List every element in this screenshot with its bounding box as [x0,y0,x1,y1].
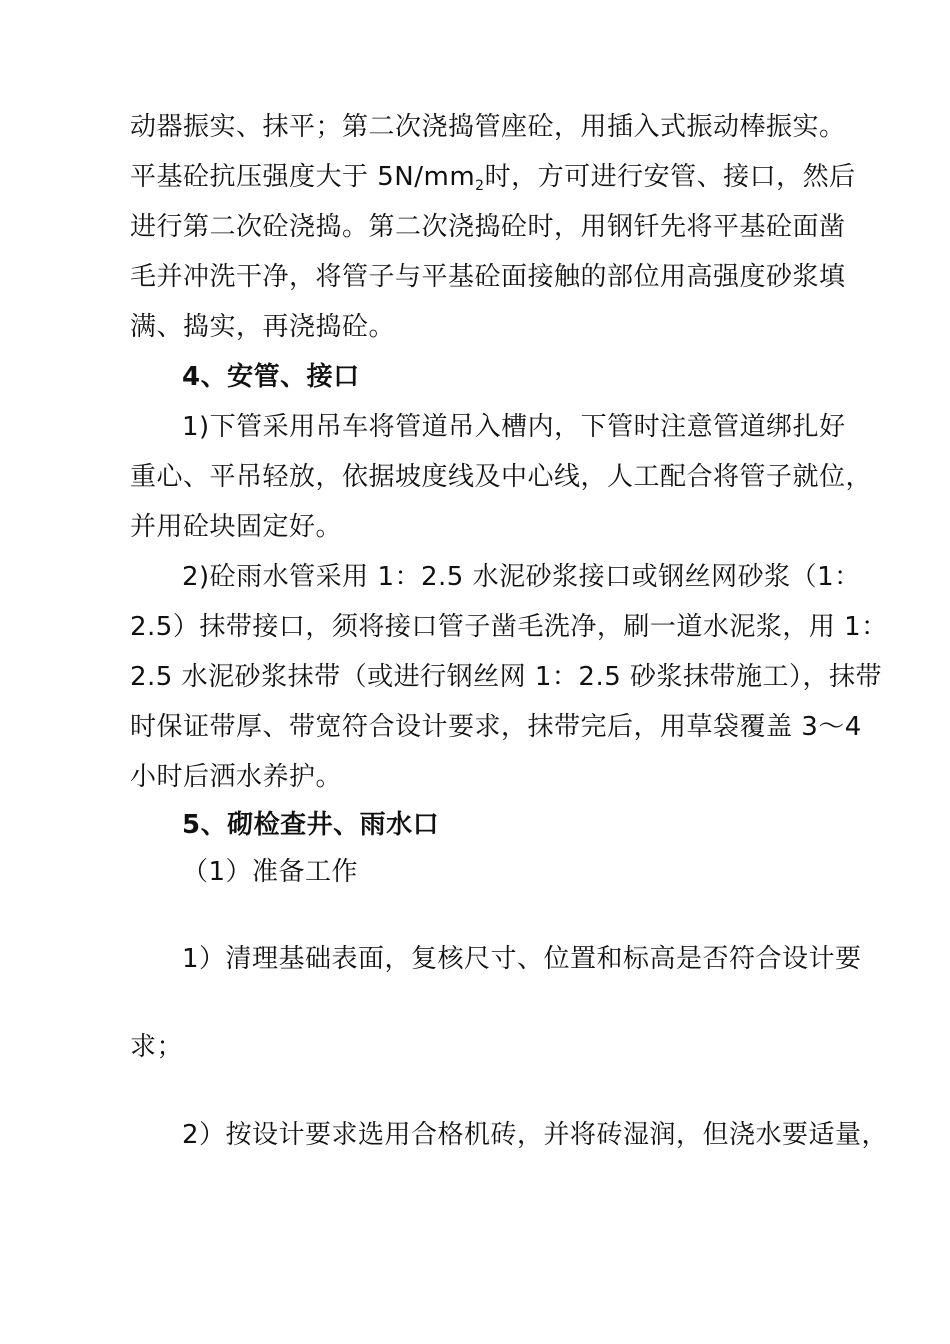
paragraph-line: 1）清理基础表面，复核尺寸、位置和标高是否符合设计要 [182,944,862,974]
paragraph-line: 2.5）抹带接口，须将接口管子凿毛洗净，刷一道水泥浆，用 1： [130,612,888,642]
paragraph-line: 2）按设计要求选用合格机砖，并将砖湿润，但浇水要适量， [182,1120,889,1150]
section-heading: 4、安管、接口 [182,362,360,392]
paragraph-line: 动器振实、抹平；第二次浇捣管座砼，用插入式振动棒振实。 [130,112,846,142]
paragraph-line: 进行第二次砼浇捣。第二次浇捣砼时，用钢钎先将平基砼面凿 [130,212,846,242]
paragraph-line: 1)下管采用吊车将管道吊入槽内，下管时注意管道绑扎好 [182,412,846,442]
paragraph-line: 2)砼雨水管采用 1：2.5 水泥砂浆接口或钢丝网砂浆（1： [182,562,861,592]
paragraph-line: 毛并冲洗干净，将管子与平基砼面接触的部位用高强度砂浆填 [130,262,846,292]
paragraph-line [130,160,856,203]
paragraph-line: 并用砼块固定好。 [130,512,343,542]
paragraph-line: 求； [130,1032,184,1062]
text-segment: 时，方可进行安管、接口，然后 [484,162,856,192]
section-heading: 5、砌检查井、雨水口 [182,810,440,840]
paragraph-line: 小时后洒水养护。 [130,762,343,792]
paragraph-line: 满、捣实，再浇捣砼。 [130,312,396,342]
paragraph-line: 重心、平吊轻放，依据坡度线及中心线，人工配合将管子就位， [130,462,873,492]
paragraph-line: 2.5 水泥砂浆抹带（或进行钢丝网 1：2.5 砂浆抹带施工），抹带 [130,662,883,692]
sub-heading: （1）准备工作 [182,857,359,887]
text-segment: 平基砼抗压强度大于 5N/mm [130,162,476,192]
subscript: 2 [475,178,485,194]
paragraph-line: 时保证带厚、带宽符合设计要求，抹带完后，用草袋覆盖 3～4 [130,712,862,742]
